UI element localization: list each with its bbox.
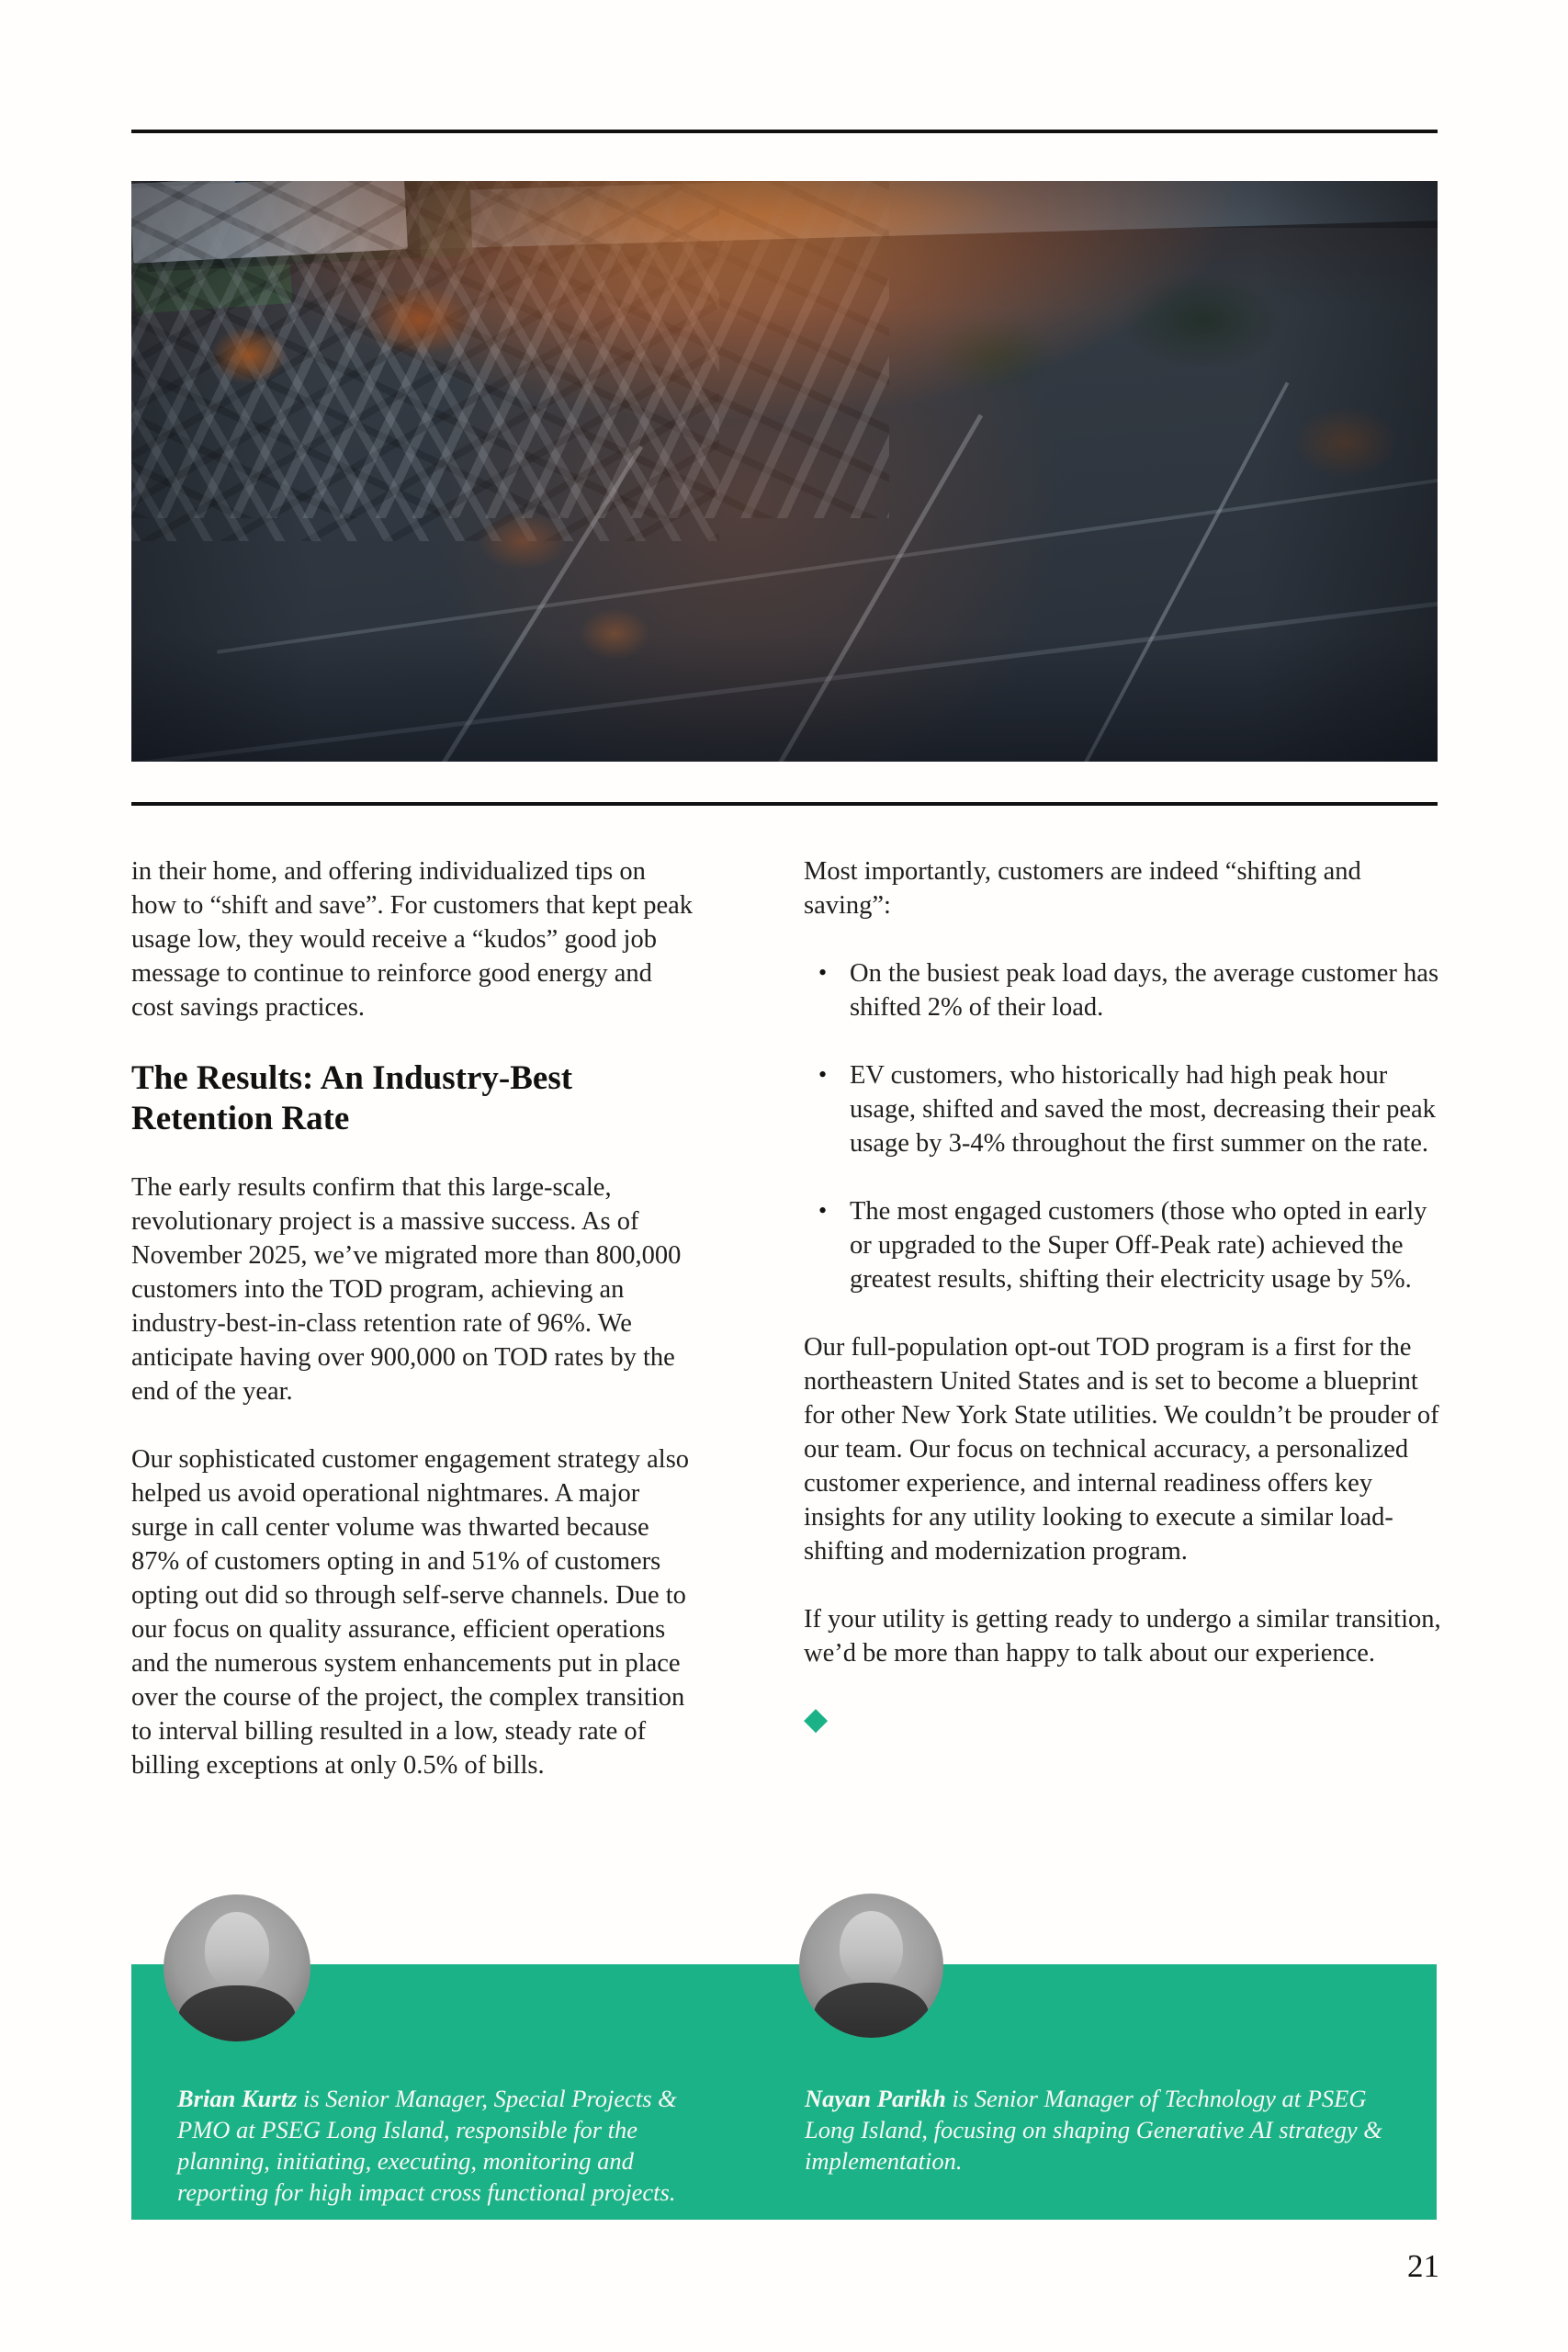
list-item-text: EV customers, who historically had high peak hour usage, shifted and saved the most, decreasing their peak usage by 3-4% throughout the first summer on the rate.	[850, 1061, 1436, 1158]
list-item	[804, 1194, 1447, 1296]
paragraph: Our full-population opt-out TOD program is a first for the northeastern United States and is set to become a blueprint for other New York State utilities. We couldn’t be prouder of our team. Our focus on technical accuracy, a personalized customer experience, and internal readiness offers key insights for any utility looking to execute a similar load-shifting and modernization program.	[804, 1333, 1439, 1566]
paragraph: Most importantly, customers are indeed “shifting and saving”:	[804, 857, 1361, 920]
avatar-brian-kurtz	[164, 1894, 310, 2041]
paragraph: If your utility is getting ready to undergo a similar transition, we’d be more than happy to talk about our experience.	[804, 1605, 1441, 1668]
end-diamond-icon: ◆	[804, 1702, 829, 1736]
author-name: Brian Kurtz	[177, 2084, 298, 2112]
section-heading-line: Retention Rate	[131, 1100, 350, 1137]
article-left-column	[131, 854, 697, 1816]
avatar-nayan-parikh	[799, 1894, 943, 2038]
list-item-text: The most engaged customers (those who opted in early or upgraded to the Super Off-Peak rate) achieved the greatest results, shifting their electricity usage by 5%.	[850, 1197, 1427, 1294]
bullet-icon: •	[818, 1197, 828, 1224]
author-bio-strip	[131, 1964, 1437, 2220]
photo-vignette	[131, 181, 1438, 762]
bio-nayan-parikh	[805, 2083, 1397, 2177]
section-heading	[131, 1058, 697, 1139]
bullet-icon: •	[818, 1061, 828, 1088]
author-name: Nayan Parikh	[805, 2084, 946, 2112]
top-rule	[131, 130, 1438, 133]
list-item	[804, 956, 1447, 1024]
bullet-list	[804, 956, 1447, 1296]
paragraph: Our sophisticated customer engagement strategy also helped us avoid operational nightmares. A major surge in call center volume was thwarted because 87% of customers opting in and 51% of customers opting out did so through self-serve channels. Due to our focus on quality assurance, efficient operations and the numerous system enhancements put in place over the course of the project, the complex transition to interval billing resulted in a low, steady rate of billing exceptions at only 0.5% of bills.	[131, 1445, 690, 1780]
list-item	[804, 1058, 1447, 1160]
list-item-text: On the busiest peak load days, the average customer has shifted 2% of their load.	[850, 959, 1439, 1022]
page-number: 21	[1407, 2248, 1439, 2284]
article-right-column	[804, 854, 1447, 1736]
bio-brian-kurtz	[177, 2083, 715, 2208]
aerial-neighborhood-photo	[131, 181, 1438, 762]
paragraph: The early results confirm that this large-scale, revolutionary project is a massive success. As of November 2025, we’ve migrated more than 800,000 customers into the TOD program, achieving an industry-best-in-class retention rate of 96%. We anticipate having over 900,000 on TOD rates by the end of the year.	[131, 1173, 682, 1406]
paragraph: in their home, and offering individualized tips on how to “shift and save”. For customers that kept peak usage low, they would receive a “kudos” good job message to continue to reinforce good energy and cost savings practices.	[131, 857, 694, 1022]
divider-rule	[131, 802, 1438, 806]
section-heading-line: The Results: An Industry-Best	[131, 1059, 573, 1097]
bio-text: is Senior Manager, Special Projects & PMO at PSEG Long Island, responsible for the planning, initiating, executing, monitoring and reporting for high impact cross functional projects.	[177, 2084, 677, 2206]
bio-text: is Senior Manager of Technology at PSEG Long Island, focusing on shaping Generative AI strategy & implementation.	[805, 2084, 1382, 2175]
bullet-icon: •	[818, 959, 828, 986]
